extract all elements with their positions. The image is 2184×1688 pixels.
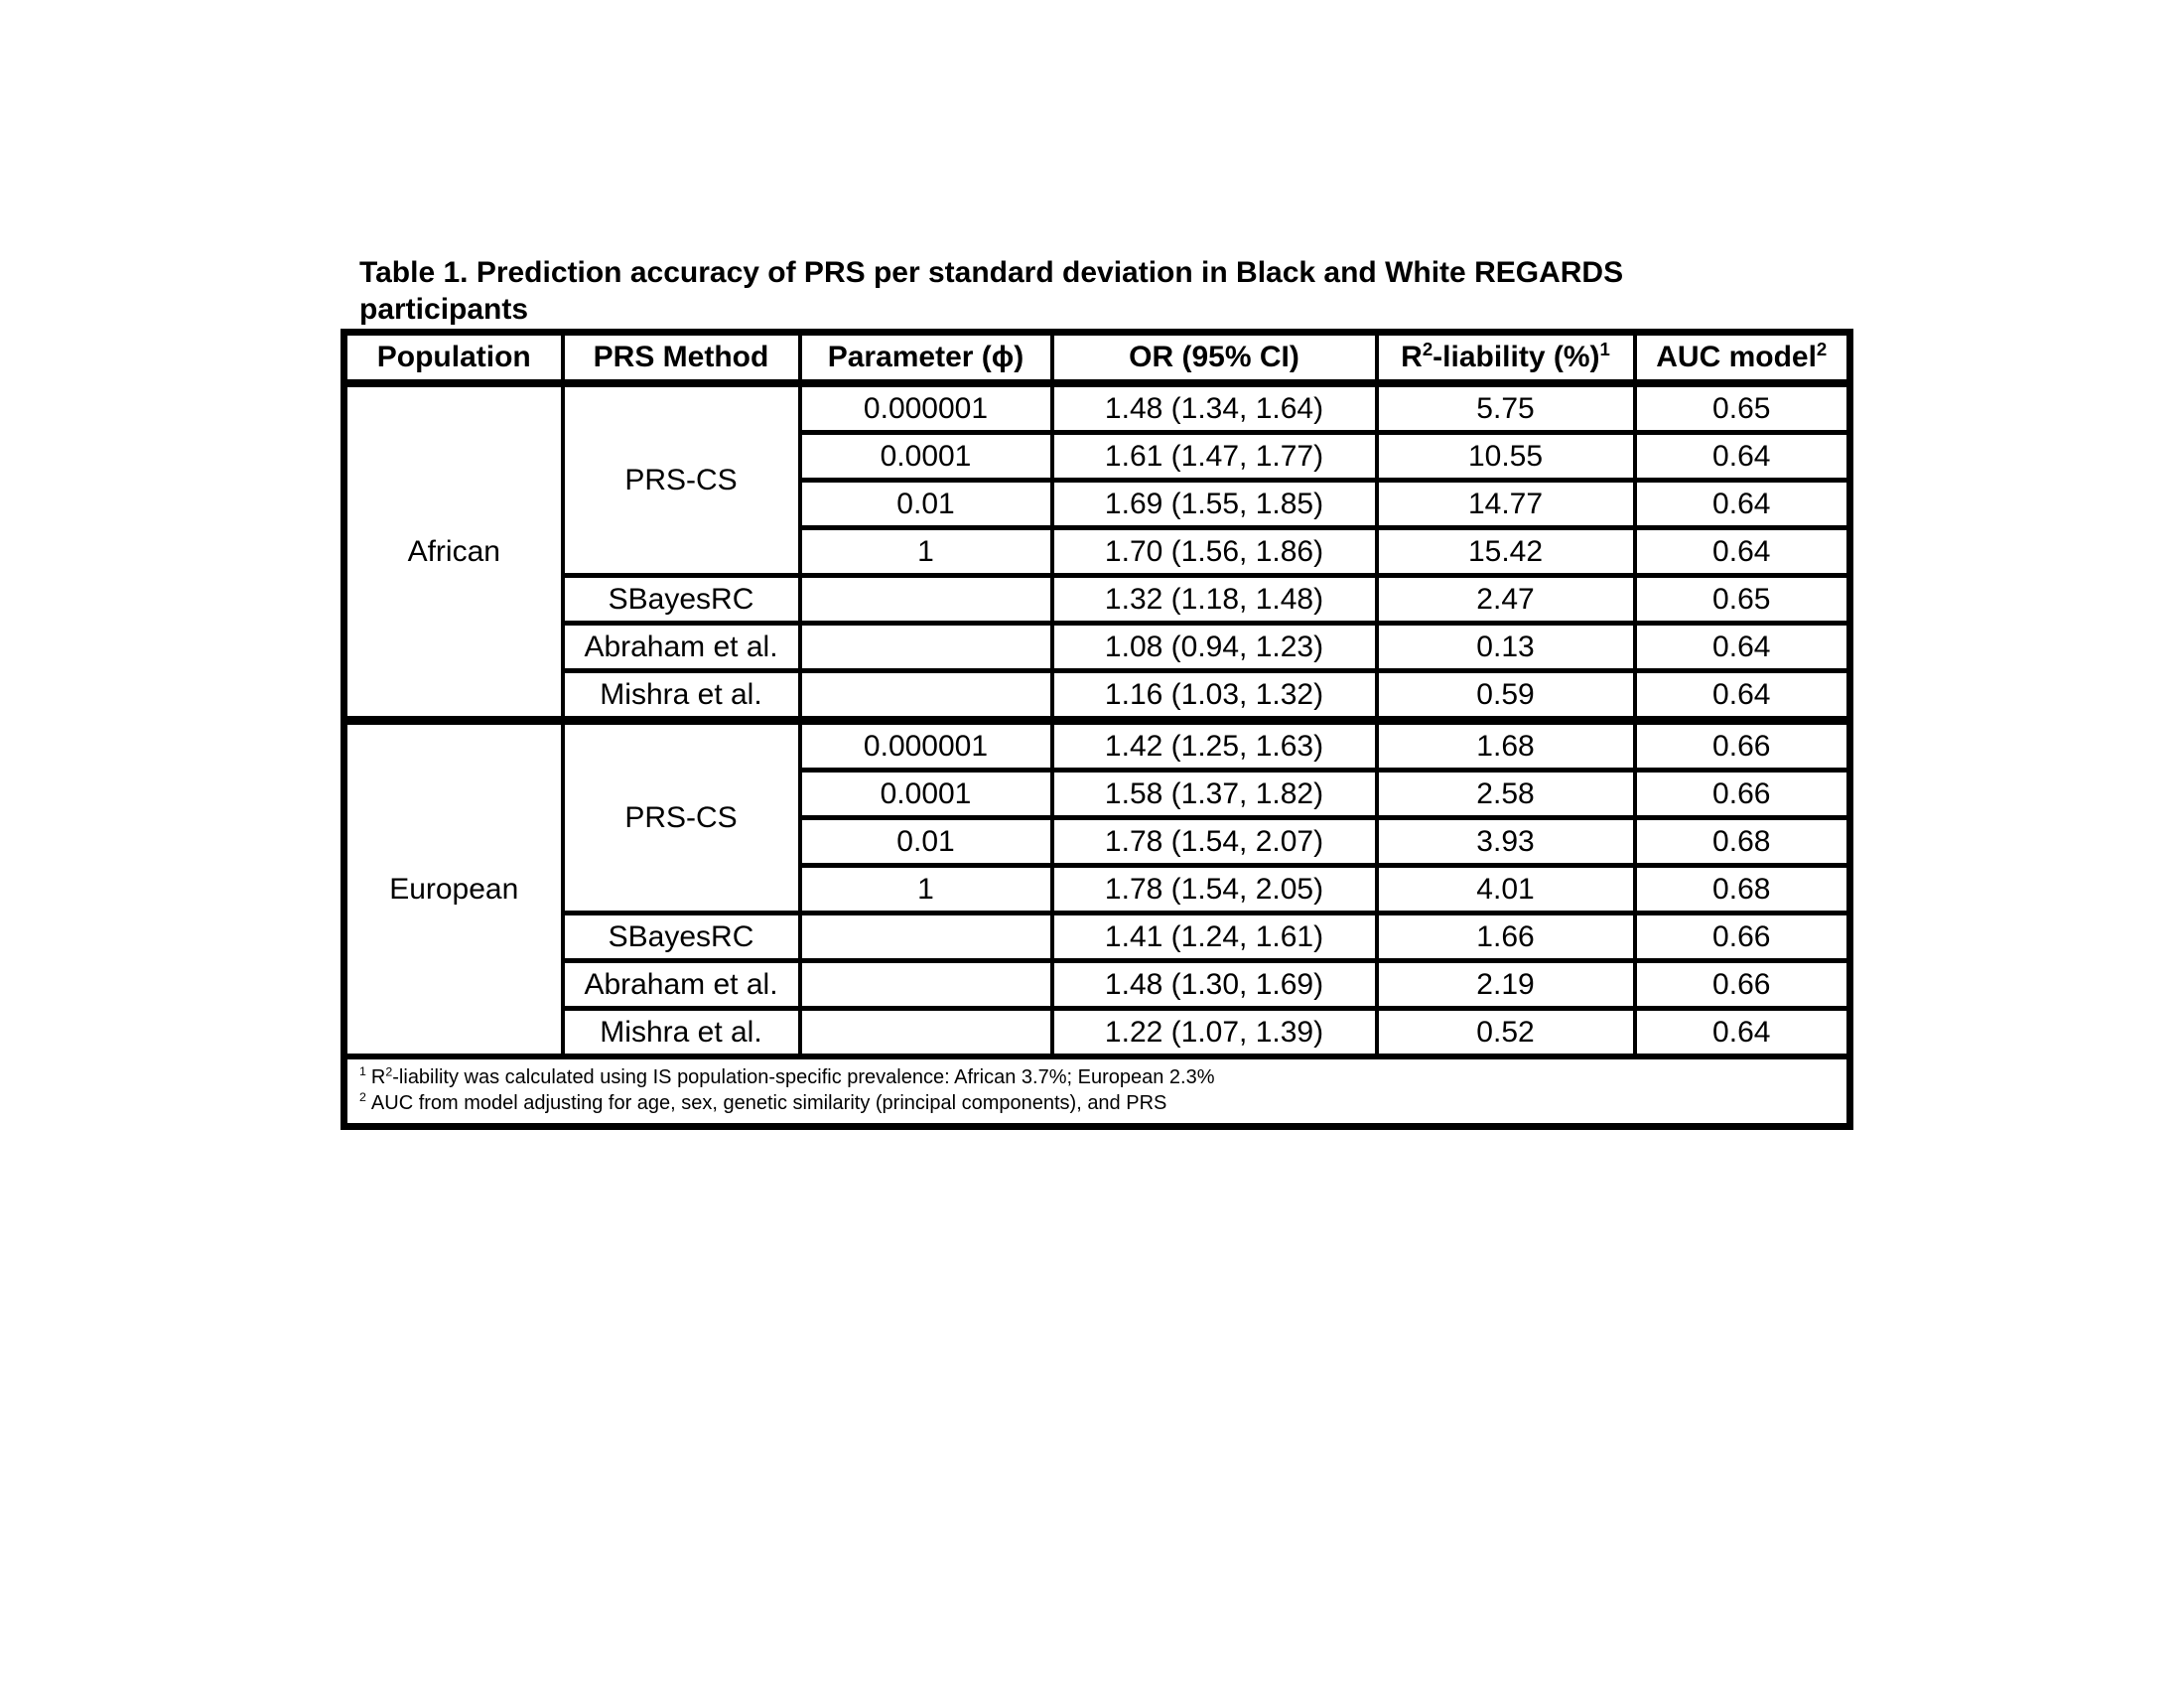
method-cell: Abraham et al.	[563, 961, 800, 1009]
parameter-cell: 0.01	[800, 818, 1052, 866]
parameter-cell: 0.000001	[800, 721, 1052, 771]
auc-cell: 0.66	[1635, 721, 1850, 771]
r2-cell: 14.77	[1377, 481, 1635, 528]
footnote-1-r2-sup: 2	[385, 1064, 393, 1079]
footnote-2-marker: 2	[359, 1090, 366, 1105]
column-header-parameter: Parameter (ϕ)	[800, 333, 1052, 384]
footnote-1-text: -liability was calculated using IS population-specific prevalence: African 3.7%; European 2.3%	[392, 1066, 1215, 1088]
r2-cell: 0.52	[1377, 1009, 1635, 1057]
footnote-1-marker: 1	[359, 1064, 366, 1079]
column-header-auc-model	[1635, 333, 1850, 384]
r2-cell: 2.58	[1377, 771, 1635, 818]
parameter-cell: 0.0001	[800, 433, 1052, 481]
r2-rest: -liability (%)	[1433, 341, 1600, 373]
auc-cell: 0.64	[1635, 528, 1850, 576]
auc-cell: 0.66	[1635, 914, 1850, 961]
footnote-1-r2-base: R	[370, 1066, 386, 1088]
method-cell: PRS-CS	[563, 721, 800, 914]
parameter-cell	[800, 624, 1052, 671]
r2-cell: 15.42	[1377, 528, 1635, 576]
method-cell: Mishra et al.	[563, 1009, 800, 1057]
or-cell: 1.78 (1.54, 2.07)	[1052, 818, 1377, 866]
footnote-2	[359, 1090, 1835, 1116]
or-cell: 1.22 (1.07, 1.39)	[1052, 1009, 1377, 1057]
or-cell: 1.69 (1.55, 1.85)	[1052, 481, 1377, 528]
footnote-1	[359, 1064, 1835, 1090]
table-row	[344, 914, 1850, 961]
or-cell: 1.70 (1.56, 1.86)	[1052, 528, 1377, 576]
or-cell: 1.48 (1.34, 1.64)	[1052, 383, 1377, 433]
r2-cell: 1.66	[1377, 914, 1635, 961]
r2-cell: 2.47	[1377, 576, 1635, 624]
section-european	[344, 721, 1850, 1057]
results-table	[341, 329, 1853, 1130]
auc-cell: 0.64	[1635, 624, 1850, 671]
or-cell: 1.08 (0.94, 1.23)	[1052, 624, 1377, 671]
or-cell: 1.16 (1.03, 1.32)	[1052, 671, 1377, 721]
or-cell: 1.78 (1.54, 2.05)	[1052, 866, 1377, 914]
r2-base: R	[1401, 341, 1423, 373]
or-cell: 1.48 (1.30, 1.69)	[1052, 961, 1377, 1009]
method-cell: SBayesRC	[563, 914, 800, 961]
method-cell: Mishra et al.	[563, 671, 800, 721]
table-row	[344, 576, 1850, 624]
auc-cell: 0.64	[1635, 1009, 1850, 1057]
parameter-cell	[800, 961, 1052, 1009]
parameter-cell: 0.0001	[800, 771, 1052, 818]
auc-cell: 0.66	[1635, 771, 1850, 818]
table-title-line1: Table 1. Prediction accuracy of PRS per standard deviation in Black and White REGARDS	[359, 256, 1624, 289]
auc-cell: 0.68	[1635, 818, 1850, 866]
table-title	[359, 254, 1623, 328]
auc-cell: 0.66	[1635, 961, 1850, 1009]
population-cell: African	[344, 383, 563, 721]
auc-cell: 0.64	[1635, 433, 1850, 481]
column-header-or-ci: OR (95% CI)	[1052, 333, 1377, 384]
auc-cell: 0.68	[1635, 866, 1850, 914]
or-cell: 1.61 (1.47, 1.77)	[1052, 433, 1377, 481]
footnote-row	[344, 1056, 1850, 1127]
table-row	[344, 721, 1850, 771]
auc-cell: 0.64	[1635, 481, 1850, 528]
parameter-cell: 0.01	[800, 481, 1052, 528]
table-row	[344, 961, 1850, 1009]
parameter-cell	[800, 914, 1052, 961]
table-row	[344, 1009, 1850, 1057]
parameter-cell: 1	[800, 866, 1052, 914]
method-cell: PRS-CS	[563, 383, 800, 576]
r2-cell: 10.55	[1377, 433, 1635, 481]
r2-cell: 1.68	[1377, 721, 1635, 771]
r2-superscript: 2	[1422, 339, 1433, 359]
header-row	[344, 333, 1850, 384]
section-african	[344, 383, 1850, 721]
r2-cell: 3.93	[1377, 818, 1635, 866]
table-title-line2: participants	[359, 293, 529, 326]
parameter-cell	[800, 1009, 1052, 1057]
parameter-cell	[800, 671, 1052, 721]
auc-cell: 0.65	[1635, 576, 1850, 624]
column-header-population: Population	[344, 333, 563, 384]
method-cell: Abraham et al.	[563, 624, 800, 671]
column-header-r2-liability	[1377, 333, 1635, 384]
r2-cell: 4.01	[1377, 866, 1635, 914]
method-cell: SBayesRC	[563, 576, 800, 624]
parameter-cell: 0.000001	[800, 383, 1052, 433]
column-header-prs-method: PRS Method	[563, 333, 800, 384]
footnote-cell	[344, 1056, 1850, 1127]
population-cell: European	[344, 721, 563, 1057]
table-header	[344, 333, 1850, 384]
or-cell: 1.42 (1.25, 1.63)	[1052, 721, 1377, 771]
r2-cell: 2.19	[1377, 961, 1635, 1009]
auc-cell: 0.64	[1635, 671, 1850, 721]
auc-base: AUC model	[1656, 341, 1817, 373]
r2-footnote-marker: 1	[1599, 339, 1610, 359]
table-row	[344, 383, 1850, 433]
table-footnotes	[344, 1056, 1850, 1127]
auc-footnote-marker: 2	[1816, 339, 1828, 359]
r2-cell: 0.13	[1377, 624, 1635, 671]
table-row	[344, 624, 1850, 671]
or-cell: 1.32 (1.18, 1.48)	[1052, 576, 1377, 624]
parameter-cell	[800, 576, 1052, 624]
auc-cell: 0.65	[1635, 383, 1850, 433]
table-row	[344, 671, 1850, 721]
or-cell: 1.58 (1.37, 1.82)	[1052, 771, 1377, 818]
parameter-cell: 1	[800, 528, 1052, 576]
footnote-2-text: AUC from model adjusting for age, sex, genetic similarity (principal components), and PRS	[370, 1092, 1167, 1114]
r2-cell: 5.75	[1377, 383, 1635, 433]
r2-cell: 0.59	[1377, 671, 1635, 721]
or-cell: 1.41 (1.24, 1.61)	[1052, 914, 1377, 961]
